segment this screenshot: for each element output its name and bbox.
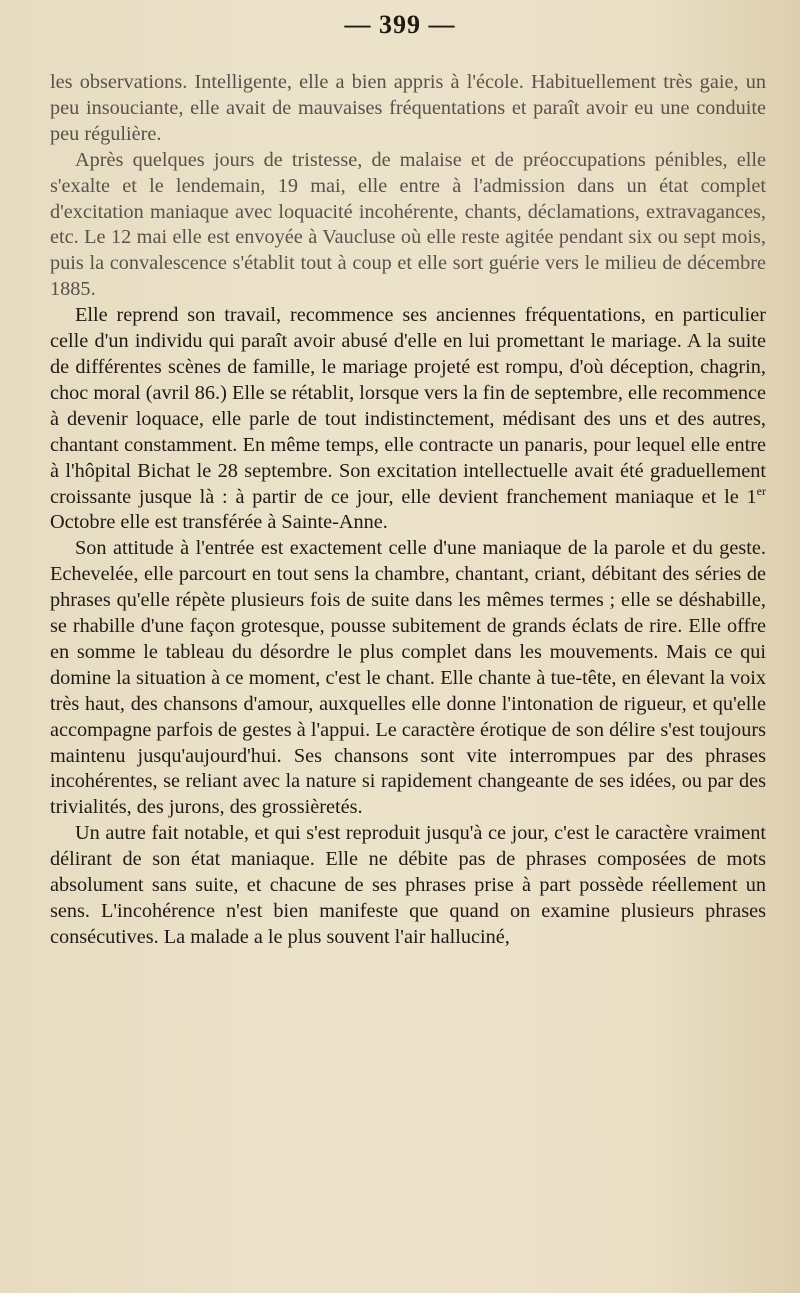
paragraph-3 <box>50 303 766 536</box>
paragraph-3-text-b: Octobre elle est transférée à Sainte-Anne. <box>50 511 388 534</box>
ordinal-superscript: er <box>756 483 766 498</box>
paragraph-3-text-a: Elle reprend son travail, recommence ses anciennes fréquentations, en particulier celle d'un individu qui paraît avoir abusé d'elle en lui promettant le mariage. A la suite de différentes scènes de famille, le mariage projeté est rompu, d'où déception, chagrin, choc moral (avril 86.) Elle se rétablit, lorsque vers la fin de septembre, elle recommence à devenir loquace, elle parle de tout indistinctement, médisant des uns et des autres, chantant constamment. En même temps, elle contracte un panaris, pour lequel elle entre à l'hôpital Bichat le 28 septembre. Son excitation intellectuelle avait été graduellement croissante jusque là : à partir de ce jour, elle devient franchement maniaque et le 1 <box>50 304 766 508</box>
paragraph-4: Son attitude à l'entrée est exactement celle d'une maniaque de la parole et du geste. Echevelée, elle parcourt en tout sens la chambre, chantant, criant, débitant des séries de phrases qu'elle répète plusieurs fois de suite dans les mêmes termes ; elle se déshabille, se rhabille d'une façon grotesque, pousse subitement de grands éclats de rire. Elle offre en somme le tableau du désordre le plus complet dans les mouvements. Mais ce qui domine la situation à ce moment, c'est le chant. Elle chante à tue-tête, en élevant la voix très haut, des chansons d'amour, auxquelles elle donne l'intonation de rigueur, et qu'elle accompagne parfois de gestes à l'appui. Le caractère érotique de son délire s'est toujours maintenu jusqu'aujourd'hui. Ses chansons sont vite interrompues par des phrases incohérentes, se reliant avec la nature si rapidement changeante de ses idées, ou par des trivialités, des jurons, des grossièretés. <box>50 537 766 819</box>
body-text <box>50 70 766 951</box>
paragraph-5: Un autre fait notable, et qui s'est reproduit jusqu'à ce jour, c'est le caractère vraiment délirant de son état maniaque. Elle ne débite pas de phrases composées de mots absolument sans suite, et chacune de ses phrases prise à part possède réellement un sens. L'incohérence n'est bien manifeste que quand on examine plusieurs phrases consécutives. La malade a le plus souvent l'air halluciné, <box>50 822 766 948</box>
paragraph-2: Après quelques jours de tristesse, de malaise et de préoccupations pénibles, elle s'exalte et le lendemain, 19 mai, elle entre à l'admission dans un état complet d'excitation maniaque avec loquacité incohérente, chants, déclamations, extravagances, etc. Le 12 mai elle est envoyée à Vaucluse où elle reste agitée pendant six ou sept mois, puis la convalescence s'établit tout à coup et elle sort guérie vers le milieu de décembre 1885. <box>50 148 766 301</box>
page-number: — 399 — <box>344 10 456 39</box>
paragraph-1: les observations. Intelligente, elle a bien appris à l'école. Habituellement très gaie, un peu insouciante, elle avait de mauvaises fréquentations et paraît avoir eu une conduite peu régulière. <box>50 71 766 145</box>
